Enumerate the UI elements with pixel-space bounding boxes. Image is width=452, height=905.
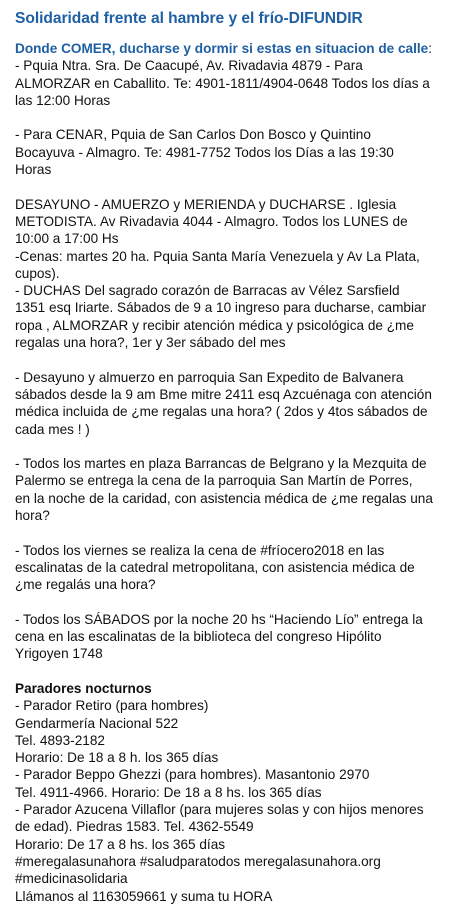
text-line: - Para CENAR, Pquia de San Carlos Don Bosco y Quintino [15, 127, 371, 143]
listing-text [15, 57, 451, 680]
parador-line: Gendarmería Nacional 522 [15, 715, 179, 731]
text-line: - Todos los viernes se realiza la cena de #fríocero2018 en las [15, 542, 385, 558]
text-line: Yrigoyen 1748 [15, 646, 103, 662]
text-line: ¿me regalás una hora? [15, 577, 156, 593]
intro-heading: Donde COMER, ducharse y dormir si estas en situacion de calle [15, 41, 429, 56]
text-line: 10:00 a 17:00 Hs [15, 231, 119, 247]
text-line: DESAYUNO - AMUERZO y MERIENDA y DUCHARSE . Iglesia [15, 196, 397, 212]
text-line: sábados desde la 9 am Bme mitre 2411 esq Azcuénaga con atención [15, 386, 432, 402]
blank-line [15, 524, 451, 541]
intro-line [15, 40, 451, 57]
text-line: cupos). [15, 265, 60, 281]
text-line: Palermo se entrega la cena de la parroquia San Martín de Porres, [15, 473, 413, 489]
post-body [15, 40, 451, 905]
text-line: -Cenas: martes 20 ha. Pquia Santa María Venezuela y Av La Plata, [15, 248, 420, 264]
text-line: regalas una hora?, 1er y 3er sábado del mes [15, 335, 286, 351]
blank-line [15, 663, 451, 680]
blank-line [15, 109, 451, 126]
text-line: cena en las escalinatas de la biblioteca del congreso Hipólito [15, 629, 382, 645]
text-line: 1351 esq Iriarte. Sábados de 9 a 10 ingreso para ducharse, cambiar [15, 300, 427, 316]
parador-line: Horario: De 17 a 8 hs. los 365 días [15, 836, 226, 852]
parador-line: - Parador Beppo Ghezzi (para hombres). Masantonio 2970 [15, 767, 370, 783]
text-line: escalinatas de la catedral metropolitana, con asistencia médica de [15, 559, 415, 575]
blank-line [15, 178, 451, 195]
text-line: - Todos los martes en plaza Barrancas de Belgrano y la Mezquita de [15, 456, 427, 472]
paradores-list [15, 697, 451, 905]
text-line: en la noche de la caridad, con asistencia médica de ¿me regalas una [15, 490, 433, 506]
text-line: - Todos los SÁBADOS por la noche 20 hs “Haciendo Lío” entrega la [15, 611, 423, 627]
parador-line: Horario: De 18 a 8 h. los 365 días [15, 750, 219, 766]
blank-line [15, 351, 451, 368]
parador-line: - Parador Azucena Villaflor (para mujeres solas y con hijos menores [15, 802, 424, 818]
parador-line: Llámanos al 1163059661 y suma tu HORA [15, 888, 273, 904]
text-line: Horas [15, 162, 52, 178]
text-line: cada mes ! ) [15, 421, 90, 437]
blank-line [15, 594, 451, 611]
paradores-heading: Paradores nocturnos [15, 680, 152, 696]
text-line: ALMORZAR en Caballito. Te: 4901-1811/4904-0648 Todos los días a [15, 75, 430, 91]
page-title: Solidaridad frente al hambre y el frío-DIFUNDIR [15, 10, 363, 27]
parador-line: Tel. 4893-2182 [15, 732, 105, 748]
blank-line [15, 438, 451, 455]
text-line: Bocayuva - Almagro. Te: 4981-7752 Todos los Días a las 19:30 [15, 144, 394, 160]
parador-line: Tel. 4911-4966. Horario: De 18 a 8 hs. los 365 días [15, 784, 322, 800]
parador-line: - Parador Retiro (para hombres) [15, 698, 209, 714]
parador-line: de edad). Piedras 1583. Tel. 4362-5549 [15, 819, 254, 835]
text-line: - Pquia Ntra. Sra. De Caacupé, Av. Rivadavia 4879 - Para [15, 58, 363, 74]
text-line: las 12:00 Horas [15, 92, 111, 108]
text-line: médica incluida de ¿me regalas una hora? ( 2dos y 4tos sábados de [15, 404, 428, 420]
text-line: - DUCHAS Del sagrado corazón de Barracas av Vélez Sarsfield [15, 283, 400, 299]
text-line: hora? [15, 508, 50, 524]
parador-line: #medicinasolidaria [15, 871, 128, 887]
text-line: - Desayuno y almuerzo en parroquia San Expedito de Balvanera [15, 369, 404, 385]
intro-colon: : [428, 41, 433, 56]
text-line: METODISTA. Av Rivadavia 4044 - Almagro. Todos los LUNES de [15, 213, 408, 229]
parador-line: #meregalasunahora #saludparatodos meregalasunahora.org [15, 853, 381, 869]
text-line: ropa , ALMORZAR y recibir atención médica y psicológica de ¿me [15, 317, 414, 333]
